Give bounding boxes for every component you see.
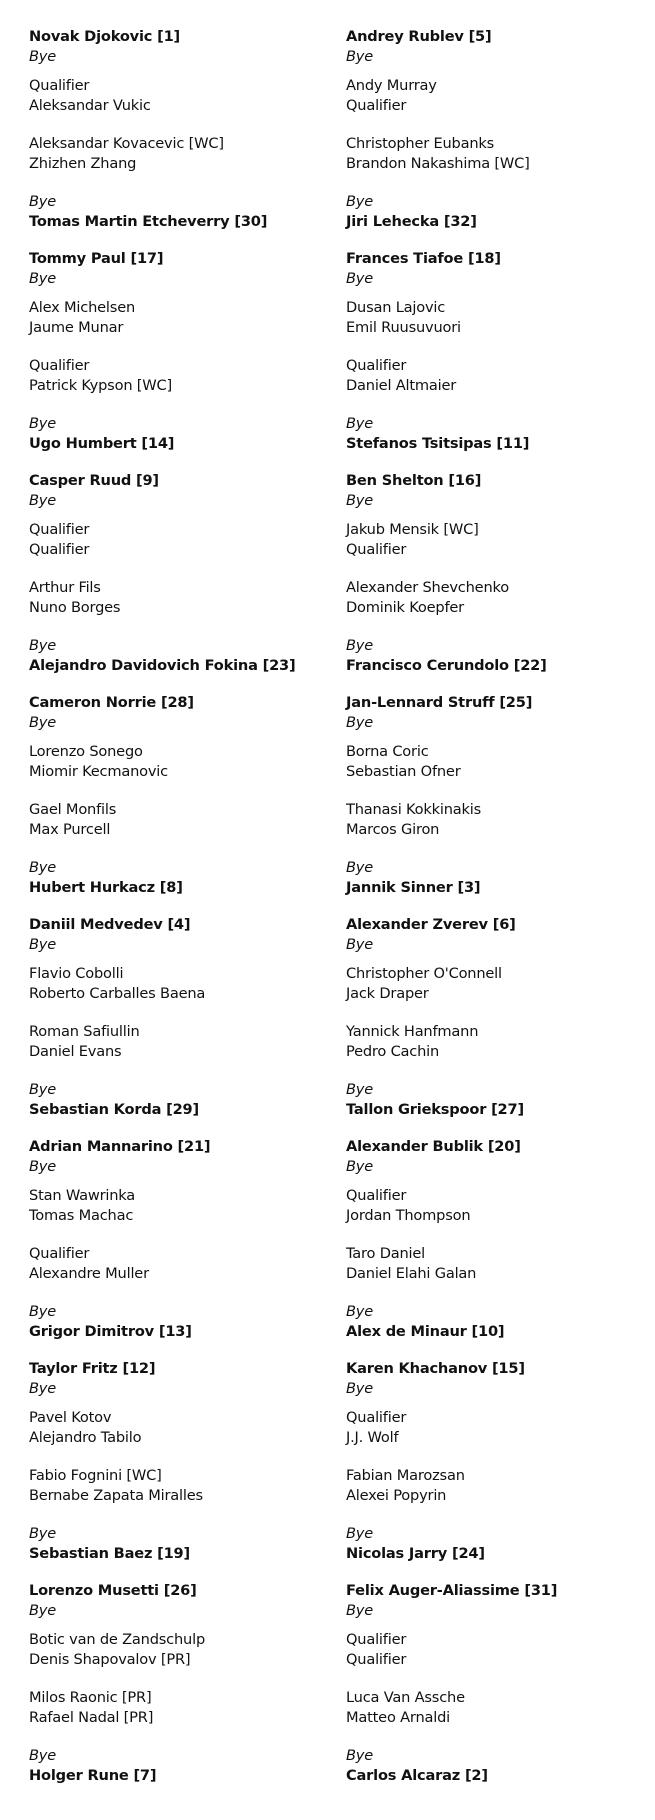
match-group — [29, 520, 329, 578]
bye-entry: Bye — [346, 193, 374, 210]
draw-section — [346, 249, 646, 471]
player-entry: Roman Safiullin — [29, 1023, 140, 1040]
bye-entry: Bye — [29, 492, 57, 509]
match-group — [29, 298, 329, 356]
player-entry: Qualifier — [346, 1651, 407, 1668]
bottom-seed-player: Sebastian Baez [19] — [29, 1545, 190, 1562]
top-seed-group — [29, 249, 329, 298]
match-group — [29, 1466, 329, 1524]
player-entry: Lorenzo Sonego — [29, 743, 143, 760]
player-entry: Jaume Munar — [29, 319, 124, 336]
bye-entry: Bye — [29, 859, 57, 876]
bye-entry: Bye — [346, 637, 374, 654]
bye-entry: Bye — [29, 714, 57, 731]
bottom-seed-player: Stefanos Tsitsipas [11] — [346, 435, 530, 452]
player-entry: Thanasi Kokkinakis — [346, 801, 482, 818]
bottom-seed-player: Tallon Griekspoor [27] — [346, 1101, 524, 1118]
bottom-seed-group — [29, 192, 329, 250]
bottom-seed-group — [346, 1746, 646, 1804]
match-group — [29, 356, 329, 414]
bye-entry: Bye — [29, 936, 57, 953]
draw-section — [29, 1137, 329, 1359]
bye-entry: Bye — [346, 936, 374, 953]
bottom-seed-group — [29, 414, 329, 472]
match-group — [346, 964, 646, 1022]
bye-entry: Bye — [29, 1525, 57, 1542]
bottom-seed-player: Tomas Martin Etcheverry [30] — [29, 213, 268, 230]
bottom-seed-player: Holger Rune [7] — [29, 1767, 157, 1784]
match-group — [29, 1244, 329, 1302]
player-entry: Brandon Nakashima [WC] — [346, 155, 530, 172]
top-seed-group — [29, 693, 329, 742]
match-group — [346, 800, 646, 858]
match-group — [29, 964, 329, 1022]
player-entry: Jack Draper — [346, 985, 429, 1002]
bottom-seed-group — [29, 636, 329, 694]
match-group — [29, 800, 329, 858]
player-entry: Fabio Fognini [WC] — [29, 1467, 162, 1484]
top-seed-player: Andrey Rublev [5] — [346, 28, 492, 45]
draw-section — [29, 1359, 329, 1581]
match-group — [346, 1186, 646, 1244]
bottom-seed-group — [29, 1746, 329, 1804]
player-entry: Milos Raonic [PR] — [29, 1689, 152, 1706]
player-entry: Alejandro Tabilo — [29, 1429, 142, 1446]
bye-entry: Bye — [29, 193, 57, 210]
bracket-right-column — [346, 27, 646, 1803]
top-seed-group — [29, 1359, 329, 1408]
draw-section — [346, 1359, 646, 1581]
bye-entry: Bye — [346, 492, 374, 509]
draw-section — [346, 915, 646, 1137]
player-entry: Matteo Arnaldi — [346, 1709, 451, 1726]
player-entry: Patrick Kypson [WC] — [29, 377, 173, 394]
bye-entry: Bye — [29, 1747, 57, 1764]
player-entry: Dusan Lajovic — [346, 299, 446, 316]
player-entry: Bernabe Zapata Miralles — [29, 1487, 203, 1504]
bye-entry: Bye — [29, 48, 57, 65]
player-entry: Christopher O'Connell — [346, 965, 502, 982]
player-entry: Qualifier — [29, 357, 90, 374]
top-seed-group — [29, 27, 329, 76]
top-seed-player: Casper Ruud [9] — [29, 472, 159, 489]
player-entry: Zhizhen Zhang — [29, 155, 137, 172]
player-entry: Qualifier — [346, 1187, 407, 1204]
bye-entry: Bye — [346, 859, 374, 876]
bye-entry: Bye — [29, 415, 57, 432]
player-entry: Qualifier — [29, 1245, 90, 1262]
bottom-seed-group — [29, 1080, 329, 1138]
match-group — [29, 742, 329, 800]
bottom-seed-player: Francisco Cerundolo [22] — [346, 657, 547, 674]
bye-entry: Bye — [29, 1380, 57, 1397]
player-entry: Flavio Cobolli — [29, 965, 124, 982]
draw-section — [29, 1581, 329, 1803]
top-seed-group — [346, 1581, 646, 1630]
player-entry: Aleksandar Kovacevic [WC] — [29, 135, 224, 152]
player-entry: Qualifier — [346, 541, 407, 558]
player-entry: Pedro Cachin — [346, 1043, 440, 1060]
top-seed-group — [346, 27, 646, 76]
match-group — [29, 1408, 329, 1466]
bye-entry: Bye — [346, 1380, 374, 1397]
player-entry: Gael Monfils — [29, 801, 117, 818]
draw-section — [29, 27, 329, 249]
bottom-seed-player: Carlos Alcaraz [2] — [346, 1767, 488, 1784]
match-group — [29, 1688, 329, 1746]
player-entry: Rafael Nadal [PR] — [29, 1709, 154, 1726]
bottom-seed-group — [346, 414, 646, 472]
top-seed-player: Lorenzo Musetti [26] — [29, 1582, 197, 1599]
top-seed-player: Jan-Lennard Struff [25] — [346, 694, 533, 711]
match-group — [346, 356, 646, 414]
player-entry: Arthur Fils — [29, 579, 101, 596]
match-group — [346, 1408, 646, 1466]
player-entry: Alexander Shevchenko — [346, 579, 509, 596]
top-seed-group — [29, 1581, 329, 1630]
draw-section — [29, 249, 329, 471]
top-seed-group — [29, 1137, 329, 1186]
top-seed-player: Daniil Medvedev [4] — [29, 916, 191, 933]
player-entry: Christopher Eubanks — [346, 135, 495, 152]
bottom-seed-group — [346, 1524, 646, 1582]
bye-entry: Bye — [346, 714, 374, 731]
bottom-seed-player: Alex de Minaur [10] — [346, 1323, 505, 1340]
bye-entry: Bye — [346, 1602, 374, 1619]
player-entry: Daniel Evans — [29, 1043, 122, 1060]
player-entry: Stan Wawrinka — [29, 1187, 136, 1204]
top-seed-group — [29, 471, 329, 520]
bottom-seed-player: Jiri Lehecka [32] — [346, 213, 477, 230]
top-seed-player: Novak Djokovic [1] — [29, 28, 181, 45]
bottom-seed-group — [346, 858, 646, 916]
player-entry: Emil Ruusuvuori — [346, 319, 461, 336]
bottom-seed-group — [29, 858, 329, 916]
top-seed-group — [346, 471, 646, 520]
match-group — [346, 134, 646, 192]
draw-section — [346, 693, 646, 915]
top-seed-group — [29, 915, 329, 964]
match-group — [346, 578, 646, 636]
bye-entry: Bye — [346, 1158, 374, 1175]
player-entry: Daniel Elahi Galan — [346, 1265, 477, 1282]
bye-entry: Bye — [346, 1747, 374, 1764]
bottom-seed-player: Ugo Humbert [14] — [29, 435, 175, 452]
bottom-seed-group — [346, 192, 646, 250]
player-entry: Qualifier — [29, 541, 90, 558]
player-entry: Max Purcell — [29, 821, 111, 838]
bracket-left-column — [29, 27, 329, 1803]
bye-entry: Bye — [29, 637, 57, 654]
match-group — [346, 1630, 646, 1688]
match-group — [346, 298, 646, 356]
match-group — [29, 578, 329, 636]
player-entry: Sebastian Ofner — [346, 763, 461, 780]
bye-entry: Bye — [346, 48, 374, 65]
player-entry: Denis Shapovalov [PR] — [29, 1651, 191, 1668]
player-entry: Tomas Machac — [29, 1207, 134, 1224]
player-entry: Daniel Altmaier — [346, 377, 457, 394]
match-group — [346, 1022, 646, 1080]
bottom-seed-player: Alejandro Davidovich Fokina [23] — [29, 657, 296, 674]
player-entry: Dominik Koepfer — [346, 599, 464, 616]
draw-section — [346, 1581, 646, 1803]
bye-entry: Bye — [29, 1602, 57, 1619]
top-seed-player: Tommy Paul [17] — [29, 250, 164, 267]
player-entry: Luca Van Assche — [346, 1689, 465, 1706]
match-group — [29, 1022, 329, 1080]
bottom-seed-group — [29, 1302, 329, 1360]
match-group — [346, 1244, 646, 1302]
bye-entry: Bye — [346, 270, 374, 287]
player-entry: Nuno Borges — [29, 599, 121, 616]
player-entry: Marcos Giron — [346, 821, 440, 838]
bye-entry: Bye — [29, 1158, 57, 1175]
match-group — [29, 1630, 329, 1688]
top-seed-player: Cameron Norrie [28] — [29, 694, 194, 711]
player-entry: Alexandre Muller — [29, 1265, 149, 1282]
match-group — [346, 520, 646, 578]
player-entry: Alex Michelsen — [29, 299, 136, 316]
player-entry: Qualifier — [346, 1409, 407, 1426]
bye-entry: Bye — [346, 1303, 374, 1320]
player-entry: Qualifier — [346, 97, 407, 114]
player-entry: Qualifier — [346, 1631, 407, 1648]
match-group — [346, 1688, 646, 1746]
match-group — [346, 76, 646, 134]
bottom-seed-group — [346, 1302, 646, 1360]
bottom-seed-player: Jannik Sinner [3] — [346, 879, 481, 896]
draw-section — [29, 693, 329, 915]
draw-section — [346, 27, 646, 249]
bottom-seed-group — [29, 1524, 329, 1582]
top-seed-group — [346, 915, 646, 964]
bottom-seed-player: Hubert Hurkacz [8] — [29, 879, 183, 896]
match-group — [346, 1466, 646, 1524]
draw-section — [346, 1137, 646, 1359]
top-seed-player: Adrian Mannarino [21] — [29, 1138, 211, 1155]
top-seed-player: Felix Auger-Aliassime [31] — [346, 1582, 558, 1599]
player-entry: Qualifier — [29, 77, 90, 94]
bye-entry: Bye — [29, 1303, 57, 1320]
bye-entry: Bye — [346, 1081, 374, 1098]
bye-entry: Bye — [29, 270, 57, 287]
player-entry: Qualifier — [346, 357, 407, 374]
draw-section — [29, 915, 329, 1137]
top-seed-player: Alexander Bublik [20] — [346, 1138, 521, 1155]
match-group — [29, 1186, 329, 1244]
bottom-seed-group — [346, 636, 646, 694]
bye-entry: Bye — [346, 1525, 374, 1542]
bye-entry: Bye — [346, 415, 374, 432]
player-entry: Taro Daniel — [346, 1245, 426, 1262]
player-entry: Jakub Mensik [WC] — [346, 521, 479, 538]
player-entry: Roberto Carballes Baena — [29, 985, 206, 1002]
player-entry: Alexei Popyrin — [346, 1487, 447, 1504]
top-seed-group — [346, 1137, 646, 1186]
top-seed-group — [346, 693, 646, 742]
match-group — [29, 76, 329, 134]
player-entry: Andy Murray — [346, 77, 437, 94]
player-entry: Miomir Kecmanovic — [29, 763, 168, 780]
draw-section — [29, 471, 329, 693]
bottom-seed-player: Grigor Dimitrov [13] — [29, 1323, 192, 1340]
top-seed-player: Ben Shelton [16] — [346, 472, 482, 489]
bottom-seed-player: Sebastian Korda [29] — [29, 1101, 199, 1118]
player-entry: Botic van de Zandschulp — [29, 1631, 206, 1648]
player-entry: J.J. Wolf — [346, 1429, 399, 1446]
top-seed-player: Alexander Zverev [6] — [346, 916, 516, 933]
bottom-seed-group — [346, 1080, 646, 1138]
bye-entry: Bye — [29, 1081, 57, 1098]
player-entry: Fabian Marozsan — [346, 1467, 465, 1484]
draw-section — [346, 471, 646, 693]
top-seed-player: Karen Khachanov [15] — [346, 1360, 525, 1377]
match-group — [29, 134, 329, 192]
bottom-seed-player: Nicolas Jarry [24] — [346, 1545, 485, 1562]
top-seed-group — [346, 249, 646, 298]
player-entry: Qualifier — [29, 521, 90, 538]
player-entry: Pavel Kotov — [29, 1409, 112, 1426]
player-entry: Jordan Thompson — [346, 1207, 471, 1224]
top-seed-group — [346, 1359, 646, 1408]
player-entry: Borna Coric — [346, 743, 429, 760]
match-group — [346, 742, 646, 800]
top-seed-player: Frances Tiafoe [18] — [346, 250, 501, 267]
top-seed-player: Taylor Fritz [12] — [29, 1360, 156, 1377]
player-entry: Yannick Hanfmann — [346, 1023, 479, 1040]
player-entry: Aleksandar Vukic — [29, 97, 151, 114]
